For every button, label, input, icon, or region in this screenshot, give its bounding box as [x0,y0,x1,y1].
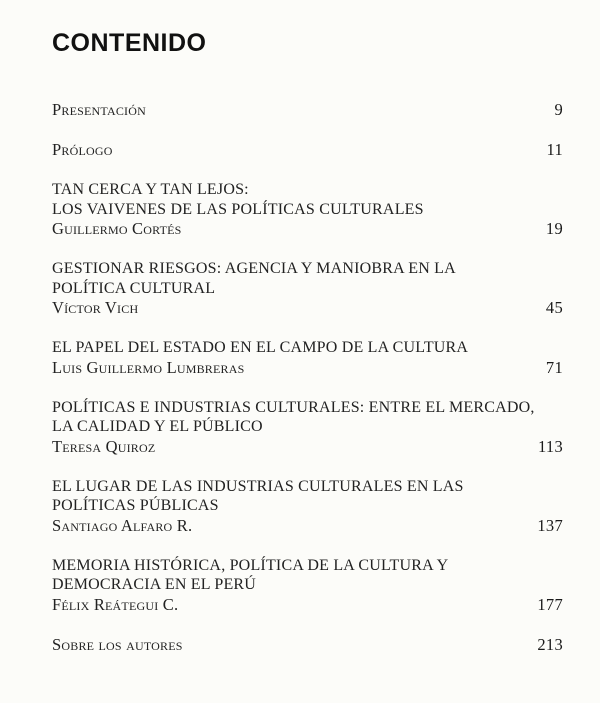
entry-author: Prólogo [52,140,113,159]
entry-title-lines [52,180,563,219]
entry-title-line: TAN CERCA Y TAN LEJOS: [52,181,249,198]
entry-author: Guillermo Cortés [52,219,182,238]
entry-title-line: MEMORIA HISTÓRICA, POLÍTICA DE LA CULTURA Y [52,556,449,574]
toc-entry [52,338,563,377]
entry-page-number: 11 [546,140,563,159]
entry-page-number: 113 [537,436,563,456]
entry-title-lines [52,477,563,516]
toc-entry [52,477,563,536]
entry-title-line: LA CALIDAD Y EL PÚBLICO [52,418,263,435]
toc-entry [52,398,563,457]
entry-title-line: EL LUGAR DE LAS INDUSTRIAS CULTURALES EN LAS [52,477,464,495]
entry-title-lines [52,556,563,595]
entry-author: Presentación [52,100,146,119]
entry-title-line: EL PAPEL DEL ESTADO EN EL CAMPO DE LA CULTURA [52,339,469,356]
entry-author: Víctor Vich [52,298,139,317]
entry-page-number: 45 [545,298,563,317]
toc-entry [52,180,563,239]
entry-author: Luis Guillermo Lumbreras [52,357,245,377]
toc-entry [52,140,563,160]
entry-last-line [52,140,563,160]
entry-last-line [52,437,563,457]
entry-page-number: 177 [537,594,563,614]
entry-author: Félix Reátegui C. [52,594,179,614]
entry-last-line [52,358,563,378]
entry-title-line: GESTIONAR RIESGOS: AGENCIA Y MANIOBRA EN LA [52,260,456,277]
entry-title-lines [52,398,563,437]
entry-page-number: 9 [554,100,563,119]
entry-last-line [52,219,563,239]
entry-title-line: POLÍTICAS PÚBLICAS [52,497,219,514]
toc-entry [52,635,563,655]
page-title: CONTENIDO [52,29,207,57]
entry-page-number: 71 [545,357,563,377]
entry-last-line [52,298,563,318]
entry-last-line [52,595,563,615]
entry-title-line: LOS VAIVENES DE LAS POLÍTICAS CULTURALES [52,200,424,218]
entry-author: Sobre los autores [52,634,183,654]
entry-title-line: DEMOCRACIA EN EL PERÚ [52,576,257,593]
entry-last-line [52,100,563,120]
entry-title-line: POLÍTICAS E INDUSTRIAS CULTURALES: ENTRE EL MERCADO, [52,398,535,416]
entry-last-line [52,635,563,655]
entry-page-number: 213 [537,634,563,654]
entry-title-lines [52,259,563,298]
entry-page-number: 137 [537,515,563,535]
entry-author: Teresa Quiroz [52,436,156,456]
toc-list [52,100,563,654]
toc-entry [52,556,563,615]
entry-author: Santiago Alfaro R. [52,515,193,535]
entry-title-line: POLÍTICA CULTURAL [52,279,216,297]
entry-last-line [52,516,563,536]
entry-title-lines [52,338,563,358]
toc-entry [52,100,563,120]
toc-entry [52,259,563,318]
entry-page-number: 19 [545,219,563,238]
